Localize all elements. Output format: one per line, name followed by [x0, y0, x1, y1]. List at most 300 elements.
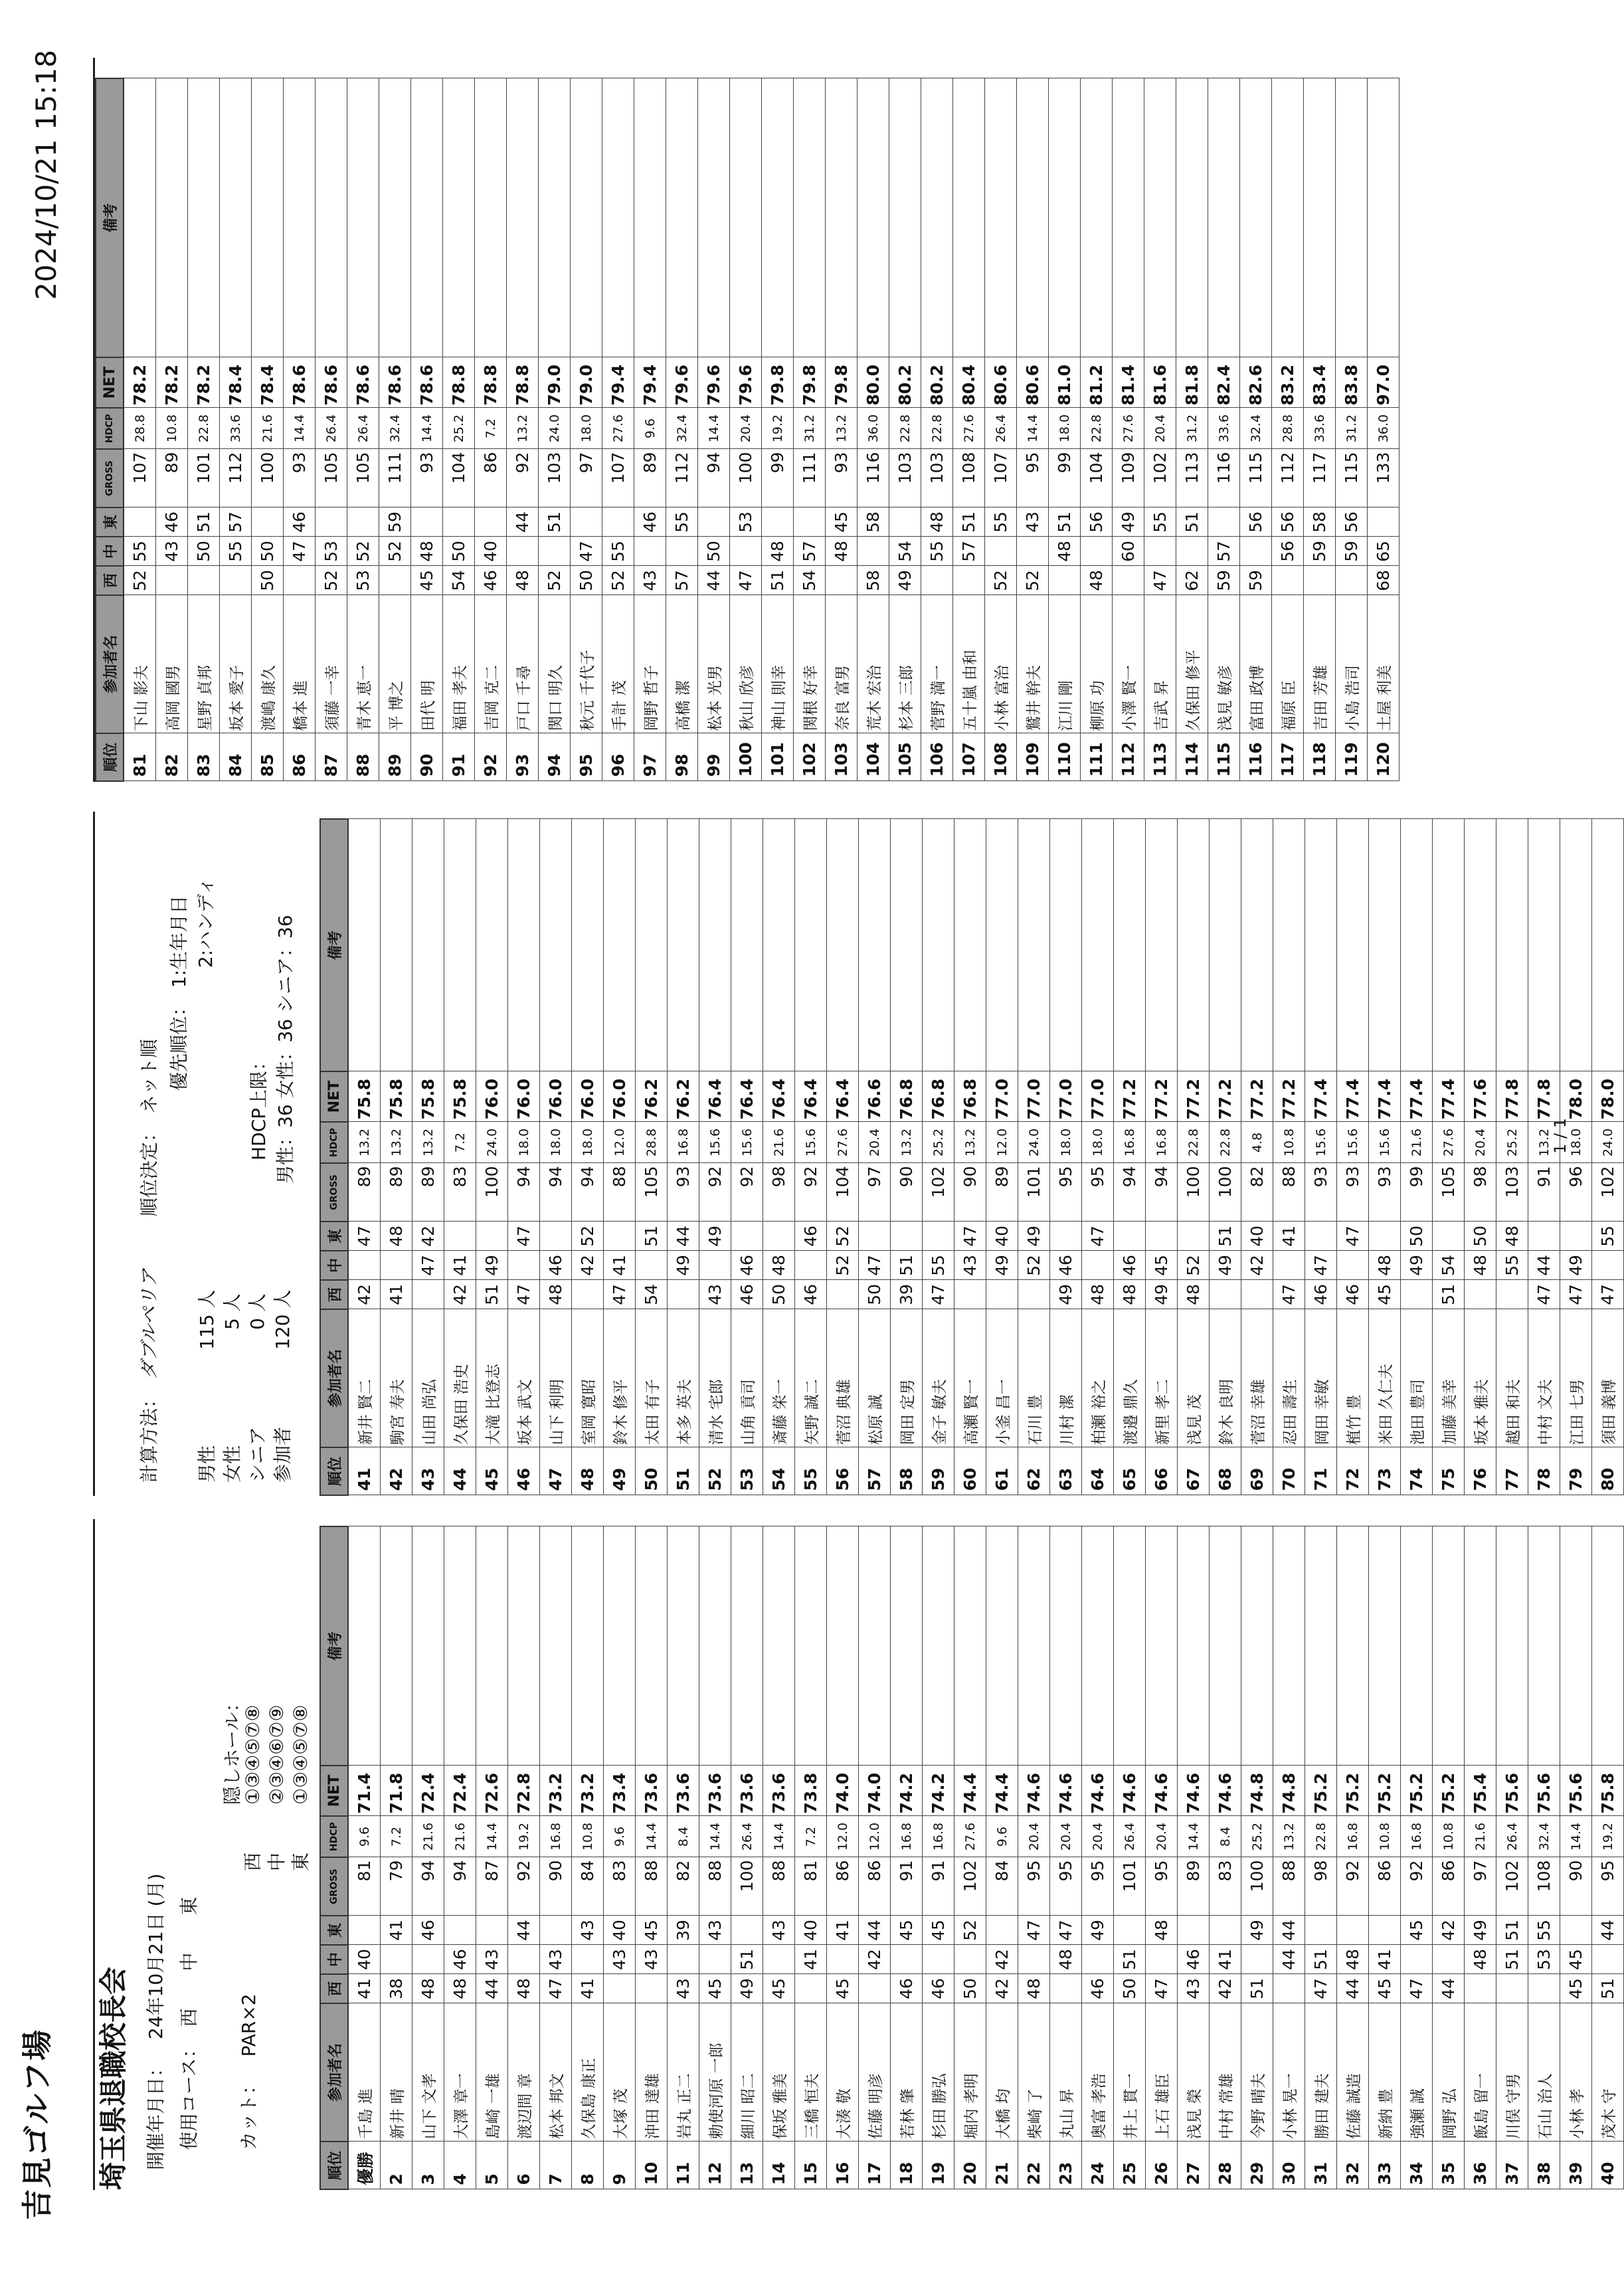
west-score: 47 — [1592, 1280, 1624, 1309]
mid-score: 50 — [188, 537, 220, 566]
name-cell: 久保島 康正 — [572, 2003, 604, 2142]
table-row — [476, 819, 508, 1495]
hdcp-cell: 18.0 — [1560, 1122, 1592, 1163]
gross-cell: 94 — [572, 1163, 604, 1222]
rank-cell: 37 — [1496, 2142, 1528, 2189]
hdcp-cell: 14.4 — [1560, 1816, 1592, 1857]
mid-score — [857, 537, 889, 566]
name-cell: 五十嵐 由和 — [953, 595, 985, 733]
mid-score: 57 — [794, 537, 826, 566]
hdcp-cell: 15.6 — [1305, 1122, 1337, 1163]
hdcp-cell: 9.6 — [604, 1816, 636, 1857]
rank-cell: 68 — [1210, 1447, 1241, 1495]
rank-cell: 3 — [412, 2142, 444, 2189]
rank-cell: 6 — [508, 2142, 540, 2189]
results-panel-2 — [93, 812, 1618, 1496]
col-name: 参加者名 — [96, 595, 124, 733]
net-cell: 73.6 — [763, 1766, 795, 1816]
east-score — [476, 1916, 508, 1945]
hdcp-cell: 26.4 — [347, 408, 379, 449]
west-score: 47 — [1144, 566, 1176, 595]
rank-cell: 55 — [795, 1447, 827, 1495]
hdcp-cell: 20.4 — [1146, 1816, 1178, 1857]
east-score — [1368, 507, 1399, 537]
net-cell: 83.2 — [1272, 357, 1304, 408]
rank-cell: 34 — [1401, 2142, 1433, 2189]
note-cell — [412, 1526, 444, 1766]
net-cell: 79.6 — [666, 357, 698, 408]
note-cell — [668, 1526, 699, 1766]
male-count: 115 人 — [196, 1289, 218, 1350]
mid-score — [1401, 1945, 1433, 1974]
rank-cell: 114 — [1176, 733, 1208, 781]
female-label: 女性 — [221, 1445, 243, 1483]
rank-cell: 28 — [1210, 2142, 1241, 2189]
note-cell — [1336, 78, 1368, 357]
east-score: 39 — [668, 1916, 699, 1945]
table-row — [1017, 78, 1049, 781]
table-row — [348, 1526, 381, 2189]
note-cell — [699, 819, 731, 1071]
hdcp-cell: 13.2 — [954, 1122, 986, 1163]
west-score: 54 — [636, 1280, 668, 1309]
table-row — [412, 819, 444, 1495]
rank-cell: 52 — [699, 1447, 731, 1495]
rank-cell: 95 — [571, 733, 602, 781]
hdcp-cell: 22.8 — [889, 408, 921, 449]
rank-cell: 74 — [1401, 1447, 1433, 1495]
priority-line — [165, 895, 191, 1091]
east-score — [1305, 1916, 1337, 1945]
mid-score: 48 — [826, 537, 857, 566]
mid-score: 52 — [379, 537, 411, 566]
west-score: 48 — [507, 566, 539, 595]
rank-cell: 97 — [634, 733, 666, 781]
table-row — [698, 78, 730, 781]
hdcp-cell: 22.8 — [188, 408, 220, 449]
east-score: 59 — [379, 507, 411, 537]
east-score: 58 — [1304, 507, 1336, 537]
rank-cell: 72 — [1337, 1447, 1369, 1495]
cut-line — [234, 1993, 261, 2150]
net-cell: 78.0 — [1592, 1071, 1624, 1122]
col-gross: GROSS — [320, 1857, 348, 1916]
west-score — [1210, 1280, 1241, 1309]
east-score: 45 — [636, 1916, 668, 1945]
east-score — [1210, 1916, 1241, 1945]
table-row — [891, 819, 923, 1495]
rank-cell: 54 — [763, 1447, 795, 1495]
table-row — [827, 819, 859, 1495]
table-row — [1304, 78, 1336, 781]
west-score: 57 — [666, 566, 698, 595]
west-score: 42 — [986, 1974, 1018, 2003]
east-score: 44 — [508, 1916, 540, 1945]
rank-cell: 31 — [1305, 2142, 1337, 2189]
west-score — [636, 1974, 668, 2003]
rank-cell: 76 — [1465, 1447, 1496, 1495]
hdcp-cell: 10.8 — [1273, 1122, 1305, 1163]
mid-score: 43 — [954, 1251, 986, 1280]
mid-score: 50 — [698, 537, 730, 566]
east-score: 52 — [827, 1222, 859, 1251]
hdcp-cell: 33.6 — [220, 408, 252, 449]
net-cell: 77.2 — [1241, 1071, 1273, 1122]
rank-cell: 48 — [572, 1447, 604, 1495]
west-score — [1304, 566, 1336, 595]
results-table-1 — [319, 1526, 1624, 2190]
note-cell — [1528, 1526, 1560, 1766]
rank-cell: 105 — [889, 733, 921, 781]
west-score: 52 — [124, 566, 156, 595]
hdcp-cell: 16.8 — [668, 1122, 699, 1163]
rank-cell: 13 — [731, 2142, 763, 2189]
hdcp-cell: 12.0 — [827, 1816, 859, 1857]
gross-cell: 103 — [1496, 1163, 1528, 1222]
note-cell — [636, 1526, 668, 1766]
note-cell — [794, 78, 826, 357]
note-cell — [857, 78, 889, 357]
west-score: 51 — [1433, 1280, 1465, 1309]
priority-value-2: 2:ハンディ — [195, 876, 217, 968]
table-row — [411, 78, 443, 781]
note-cell — [1178, 1526, 1210, 1766]
rank-cell: 24 — [1082, 2142, 1114, 2189]
name-cell: 関根 好幸 — [794, 595, 826, 733]
mid-score: 47 — [284, 537, 316, 566]
net-cell: 78.6 — [411, 357, 443, 408]
west-score: 51 — [476, 1280, 508, 1309]
name-cell: 山角 貢司 — [731, 1309, 763, 1447]
mid-score — [1082, 1251, 1114, 1280]
priority-value-1: 1:生年月日 — [168, 895, 190, 988]
rank-cell: 9 — [604, 2142, 636, 2189]
name-cell: 星野 貞邦 — [188, 595, 220, 733]
west-score: 68 — [1368, 566, 1399, 595]
hdcp-cell: 22.8 — [1081, 408, 1113, 449]
net-cell: 73.6 — [731, 1766, 763, 1816]
note-cell — [1144, 78, 1176, 357]
hdcp-cell: 9.6 — [986, 1816, 1018, 1857]
east-score — [444, 1916, 476, 1945]
net-cell: 80.0 — [857, 357, 889, 408]
east-score: 45 — [891, 1916, 923, 1945]
gross-cell: 107 — [124, 449, 156, 507]
net-cell: 78.6 — [284, 357, 316, 408]
hdcp-cell: 16.8 — [891, 1816, 923, 1857]
hdcp-cell: 8.4 — [1210, 1816, 1241, 1857]
east-score: 46 — [634, 507, 666, 537]
name-cell: 吉岡 克二 — [475, 595, 507, 733]
west-score: 50 — [954, 1974, 986, 2003]
net-cell: 73.4 — [604, 1766, 636, 1816]
gross-cell: 89 — [348, 1163, 381, 1222]
hdcp-cell: 26.4 — [1496, 1816, 1528, 1857]
table-row — [475, 78, 507, 781]
east-score: 51 — [539, 507, 571, 537]
mid-score — [827, 1945, 859, 1974]
mid-score — [699, 1945, 731, 1974]
gross-cell: 81 — [348, 1857, 381, 1916]
mid-score: 51 — [1305, 1945, 1337, 1974]
net-cell: 80.2 — [921, 357, 953, 408]
table-row — [444, 819, 476, 1495]
col-gross: GROSS — [320, 1163, 348, 1222]
note-cell — [508, 819, 540, 1071]
east-score: 56 — [1336, 507, 1368, 537]
net-cell: 81.0 — [1049, 357, 1081, 408]
rank-cell: 118 — [1304, 733, 1336, 781]
west-score — [1241, 1280, 1273, 1309]
west-score: 53 — [347, 566, 379, 595]
mid-score: 44 — [1528, 1251, 1560, 1280]
table-row — [381, 819, 412, 1495]
note-cell — [1176, 78, 1208, 357]
gross-cell: 103 — [539, 449, 571, 507]
name-cell: 保坂 雅美 — [763, 2003, 795, 2142]
table-row — [859, 819, 891, 1495]
net-cell: 78.0 — [1560, 1071, 1592, 1122]
east-score: 44 — [859, 1916, 891, 1945]
mid-score: 41 — [604, 1251, 636, 1280]
note-cell — [1369, 1526, 1401, 1766]
col-hdcp: HDCP — [96, 408, 124, 449]
col-hdcp: HDCP — [320, 1816, 348, 1857]
note-cell — [1049, 78, 1081, 357]
west-score — [1018, 1280, 1050, 1309]
col-note: 備考 — [320, 1526, 348, 1766]
rank-cell: 35 — [1433, 2142, 1465, 2189]
hidden-holes-list — [241, 1704, 313, 1871]
note-cell — [571, 78, 602, 357]
hdcp-cell: 27.6 — [1113, 408, 1144, 449]
east-score: 57 — [220, 507, 252, 537]
mid-score: 47 — [1305, 1251, 1337, 1280]
west-score: 50 — [571, 566, 602, 595]
hdcp-cell: 10.8 — [156, 408, 188, 449]
cut-label: カット： — [238, 2076, 260, 2150]
name-cell: 本多 英夫 — [668, 1309, 699, 1447]
west-score — [859, 1974, 891, 2003]
gross-cell: 94 — [1114, 1163, 1146, 1222]
name-cell: 下山 影夫 — [124, 595, 156, 733]
west-score — [1465, 1280, 1496, 1309]
hdcp-cell: 26.4 — [985, 408, 1017, 449]
east-score: 55 — [1528, 1916, 1560, 1945]
name-cell: 岡野 哲子 — [634, 595, 666, 733]
net-cell: 77.4 — [1337, 1071, 1369, 1122]
mid-score: 47 — [412, 1251, 444, 1280]
senior-label: シニア — [246, 1426, 268, 1483]
west-score: 47 — [1528, 1280, 1560, 1309]
gross-cell: 100 — [1241, 1857, 1273, 1916]
hdcp-cell: 19.2 — [508, 1816, 540, 1857]
west-score: 43 — [634, 566, 666, 595]
note-cell — [572, 819, 604, 1071]
hidden-holes-mid: ②③④⑥⑦⑨ — [266, 1704, 288, 1805]
table-row — [1305, 819, 1337, 1495]
west-score — [795, 1974, 827, 2003]
table-row — [1336, 78, 1368, 781]
mid-score: 47 — [571, 537, 602, 566]
note-cell — [1210, 1526, 1241, 1766]
rank-cell: 106 — [921, 733, 953, 781]
note-cell — [539, 78, 571, 357]
rank-cell: 99 — [698, 733, 730, 781]
mid-score: 50 — [252, 537, 284, 566]
rank-cell: 84 — [220, 733, 252, 781]
gross-cell: 102 — [1144, 449, 1176, 507]
west-score: 47 — [1146, 1974, 1178, 2003]
net-cell: 79.6 — [698, 357, 730, 408]
mid-score: 55 — [1496, 1251, 1528, 1280]
hdcp-cell: 28.8 — [636, 1122, 668, 1163]
net-cell: 77.2 — [1178, 1071, 1210, 1122]
net-cell: 74.6 — [1210, 1766, 1241, 1816]
note-cell — [763, 1526, 795, 1766]
east-score — [1208, 507, 1240, 537]
name-cell: 米田 久仁夫 — [1369, 1309, 1401, 1447]
name-cell: 小澤 賢一 — [1113, 595, 1144, 733]
west-score — [188, 566, 220, 595]
gross-cell: 113 — [1176, 449, 1208, 507]
mid-score: 59 — [1304, 537, 1336, 566]
table-row — [954, 1526, 986, 2189]
rank-cell: 5 — [476, 2142, 508, 2189]
rank-cell: 60 — [954, 1447, 986, 1495]
gross-cell: 91 — [891, 1857, 923, 1916]
hdcp-cell: 27.6 — [953, 408, 985, 449]
name-cell: 島崎 一雄 — [476, 2003, 508, 2142]
note-cell — [1433, 819, 1465, 1071]
results-table-3 — [95, 78, 1399, 782]
mid-score — [381, 1945, 412, 1974]
note-cell — [604, 1526, 636, 1766]
west-score: 44 — [1433, 1974, 1465, 2003]
gross-cell: 115 — [1240, 449, 1272, 507]
east-score — [1178, 1222, 1210, 1251]
hdcp-cell: 13.2 — [891, 1122, 923, 1163]
rank-cell: 83 — [188, 733, 220, 781]
name-cell: 植竹 豊 — [1337, 1309, 1369, 1447]
net-cell: 75.6 — [1560, 1766, 1592, 1816]
west-score: 48 — [540, 1280, 572, 1309]
net-cell: 74.8 — [1241, 1766, 1273, 1816]
hdcp-cell: 14.4 — [476, 1816, 508, 1857]
note-cell — [1114, 819, 1146, 1071]
mid-score: 42 — [859, 1945, 891, 1974]
east-score: 45 — [826, 507, 857, 537]
col-mid: 中 — [320, 1251, 348, 1280]
gross-cell: 105 — [316, 449, 347, 507]
gross-cell: 88 — [699, 1857, 731, 1916]
note-cell — [668, 819, 699, 1071]
east-score: 51 — [636, 1222, 668, 1251]
east-score — [602, 507, 634, 537]
name-cell: 強瀬 誠 — [1401, 2003, 1433, 2142]
name-cell: 大橋 均 — [986, 2003, 1018, 2142]
name-cell: 山下 利明 — [540, 1309, 572, 1447]
table-row — [1241, 1526, 1273, 2189]
gross-cell: 105 — [347, 449, 379, 507]
table-row — [508, 819, 540, 1495]
hdcp-cell: 33.6 — [1208, 408, 1240, 449]
rank-cell: 36 — [1465, 2142, 1496, 2189]
west-score — [572, 1280, 604, 1309]
east-score: 51 — [1210, 1222, 1241, 1251]
table-row — [730, 78, 762, 781]
note-cell — [1369, 819, 1401, 1071]
gross-cell: 82 — [668, 1857, 699, 1916]
rank-cell: 88 — [347, 733, 379, 781]
note-cell — [985, 78, 1017, 357]
name-cell: 杉田 勝弘 — [923, 2003, 954, 2142]
name-cell: 清水 宅郎 — [699, 1309, 731, 1447]
rank-cell: 20 — [954, 2142, 986, 2189]
note-cell — [859, 819, 891, 1071]
mid-score: 52 — [1018, 1251, 1050, 1280]
gross-cell: 95 — [1050, 1857, 1082, 1916]
net-cell: 77.0 — [986, 1071, 1018, 1122]
table-row — [1210, 1526, 1241, 2189]
note-cell — [763, 819, 795, 1071]
rank-cell: 47 — [540, 1447, 572, 1495]
table-row — [1049, 78, 1081, 781]
note-cell — [476, 819, 508, 1071]
hdcp-cell: 22.8 — [1210, 1122, 1241, 1163]
gross-cell: 83 — [604, 1857, 636, 1916]
west-score — [412, 1280, 444, 1309]
east-score: 45 — [1401, 1916, 1433, 1945]
gross-cell: 94 — [540, 1163, 572, 1222]
hdcp-cell: 26.4 — [316, 408, 347, 449]
mid-score: 41 — [1369, 1945, 1401, 1974]
east-score — [762, 507, 794, 537]
rank-cell: 30 — [1273, 2142, 1305, 2189]
net-cell: 73.2 — [540, 1766, 572, 1816]
east-score: 50 — [1401, 1222, 1433, 1251]
gross-cell: 102 — [954, 1857, 986, 1916]
note-cell — [1017, 78, 1049, 357]
name-cell: 浅見 榮 — [1178, 2003, 1210, 2142]
mid-score: 41 — [1210, 1945, 1241, 1974]
note-cell — [381, 819, 412, 1071]
event-title: 埼玉県退職校長会 — [97, 1966, 130, 2190]
net-cell: 76.4 — [731, 1071, 763, 1122]
west-score — [604, 1974, 636, 2003]
east-score: 56 — [1081, 507, 1113, 537]
table-row — [1592, 819, 1624, 1495]
mid-score: 45 — [1560, 1945, 1592, 1974]
name-cell: 須田 義博 — [1592, 1309, 1624, 1447]
hdcp-cell: 14.4 — [1178, 1816, 1210, 1857]
gross-cell: 84 — [986, 1857, 1018, 1916]
gross-cell: 92 — [508, 1857, 540, 1916]
west-score — [379, 566, 411, 595]
east-score — [1528, 1222, 1560, 1251]
mid-score: 56 — [1272, 537, 1304, 566]
name-cell: 吉武 昇 — [1144, 595, 1176, 733]
gross-cell: 133 — [1368, 449, 1399, 507]
hdcp-cell: 13.2 — [826, 408, 857, 449]
mid-score: 48 — [763, 1251, 795, 1280]
gross-cell: 104 — [443, 449, 475, 507]
note-cell — [1560, 1526, 1592, 1766]
name-cell: 奈良 富男 — [826, 595, 857, 733]
net-cell: 76.4 — [827, 1071, 859, 1122]
rank-cell: 79 — [1560, 1447, 1592, 1495]
table-row — [540, 1526, 572, 2189]
